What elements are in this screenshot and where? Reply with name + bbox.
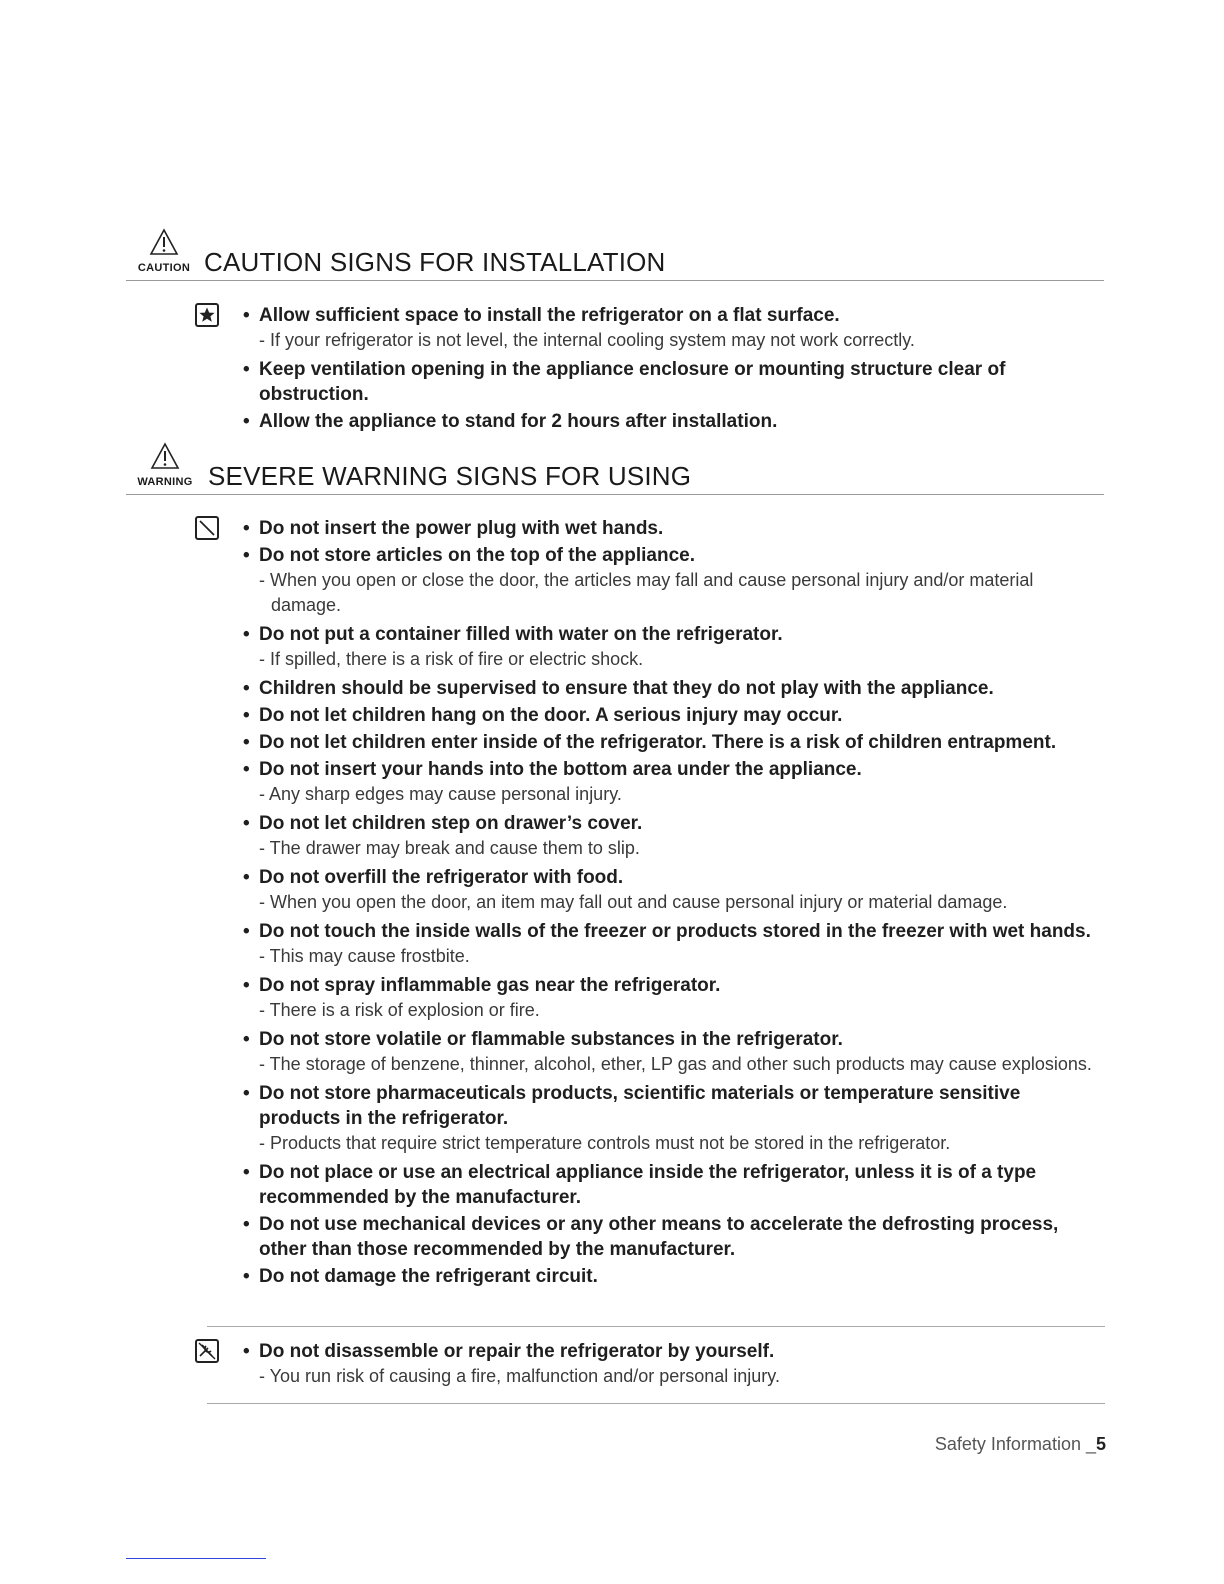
list-item <box>243 865 1103 917</box>
caution-sign <box>126 228 202 274</box>
warning-triangle-icon <box>150 442 180 470</box>
item-text: • Keep ventilation opening in the appliance enclosure or mounting structure clear of obstruction. <box>243 357 1103 407</box>
page-footer <box>935 1434 1106 1455</box>
item-text: • Do not let children hang on the door. A serious injury may occur. <box>243 703 1103 728</box>
item-text: • Do not let children enter inside of the refrigerator. There is a risk of children entrapment. <box>243 730 1103 755</box>
star-icon <box>195 303 219 327</box>
list-item <box>243 811 1103 863</box>
warning-sign <box>126 442 204 488</box>
disassembly-items <box>243 1339 1103 1391</box>
item-text: • Do not overfill the refrigerator with food. <box>243 865 1103 890</box>
item-text: • Children should be supervised to ensure that they do not play with the appliance. <box>243 676 1103 701</box>
item-text: • Do not damage the refrigerant circuit. <box>243 1264 1103 1289</box>
item-text: • Allow the appliance to stand for 2 hours after installation. <box>243 409 1103 434</box>
prohibition-icon <box>195 516 219 540</box>
list-item <box>243 357 1103 407</box>
item-subtext: - When you open or close the door, the articles may fall and cause personal injury and/or material damage. <box>259 570 1034 615</box>
list-item <box>243 757 1103 809</box>
item-text: • Do not store articles on the top of the appliance. <box>243 543 1103 568</box>
item-subtext: - If spilled, there is a risk of fire or electric shock. <box>259 649 644 669</box>
item-text: • Do not disassemble or repair the refrigerator by yourself. <box>243 1339 1103 1364</box>
item-text: • Do not place or use an electrical appliance inside the refrigerator, unless it is of a type recommended by the manufacturer. <box>243 1160 1103 1210</box>
item-subtext: - There is a risk of explosion or fire. <box>259 1000 540 1020</box>
list-item <box>243 622 1103 674</box>
item-text: • Do not insert your hands into the bottom area under the appliance. <box>243 757 1103 782</box>
warning-section-header <box>126 460 1104 495</box>
item-subtext: - When you open the door, an item may fall out and cause personal injury or material damage. <box>259 892 1008 912</box>
footer-label: Safety Information _ <box>934 1434 1096 1454</box>
page-number: 5 <box>1095 1434 1106 1454</box>
list-item <box>243 1027 1103 1079</box>
item-subtext: - Products that require strict temperature controls must not be stored in the refrigerator. <box>259 1133 951 1153</box>
item-text: • Do not let children step on drawer’s cover. <box>243 811 1103 836</box>
caution-items <box>243 303 1103 434</box>
warning-sign-label: WARNING <box>137 476 193 488</box>
caution-section-title: CAUTION SIGNS FOR INSTALLATION <box>204 247 666 277</box>
list-item <box>243 703 1103 728</box>
item-subtext: - The storage of benzene, thinner, alcohol, ether, LP gas and other such products may cause explosions. <box>259 1054 1092 1074</box>
caution-triangle-icon <box>149 228 179 256</box>
list-item <box>243 1264 1103 1289</box>
item-text: • Do not store volatile or flammable substances in the refrigerator. <box>243 1027 1103 1052</box>
list-item <box>243 543 1103 620</box>
list-item <box>243 516 1103 541</box>
list-item <box>243 730 1103 755</box>
item-text: • Do not use mechanical devices or any other means to accelerate the defrosting process, other than those recommended by the manufacturer. <box>243 1212 1103 1262</box>
list-item <box>243 973 1103 1025</box>
item-text: • Do not store pharmaceuticals products, scientific materials or temperature sensitive products in the refrigerator. <box>243 1081 1103 1131</box>
scan-edge-line <box>126 1558 266 1559</box>
item-text: • Allow sufficient space to install the refrigerator on a flat surface. <box>243 303 1103 328</box>
item-subtext: - This may cause frostbite. <box>259 946 470 966</box>
divider <box>207 1403 1105 1404</box>
warning-section-title: SEVERE WARNING SIGNS FOR USING <box>208 461 692 491</box>
item-text: • Do not spray inflammable gas near the refrigerator. <box>243 973 1103 998</box>
list-item <box>243 1212 1103 1262</box>
item-text: • Do not insert the power plug with wet hands. <box>243 516 1103 541</box>
list-item <box>243 303 1103 355</box>
list-item <box>243 919 1103 971</box>
list-item <box>243 409 1103 434</box>
item-subtext: - Any sharp edges may cause personal injury. <box>259 784 622 804</box>
warning-items <box>243 516 1103 1289</box>
list-item <box>243 1160 1103 1210</box>
caution-section-header <box>126 246 1104 281</box>
caution-sign-label: CAUTION <box>137 262 191 274</box>
item-subtext: - The drawer may break and cause them to slip. <box>259 838 640 858</box>
item-subtext: - You run risk of causing a fire, malfunction and/or personal injury. <box>259 1366 780 1386</box>
item-text: • Do not put a container filled with water on the refrigerator. <box>243 622 1103 647</box>
list-item <box>243 1339 1103 1391</box>
list-item <box>243 1081 1103 1158</box>
divider <box>207 1326 1105 1327</box>
list-item <box>243 676 1103 701</box>
no-disassembly-icon <box>195 1339 219 1363</box>
item-subtext: - If your refrigerator is not level, the internal cooling system may not work correctly. <box>259 330 915 350</box>
item-text: • Do not touch the inside walls of the freezer or products stored in the freezer with wet hands. <box>243 919 1103 944</box>
